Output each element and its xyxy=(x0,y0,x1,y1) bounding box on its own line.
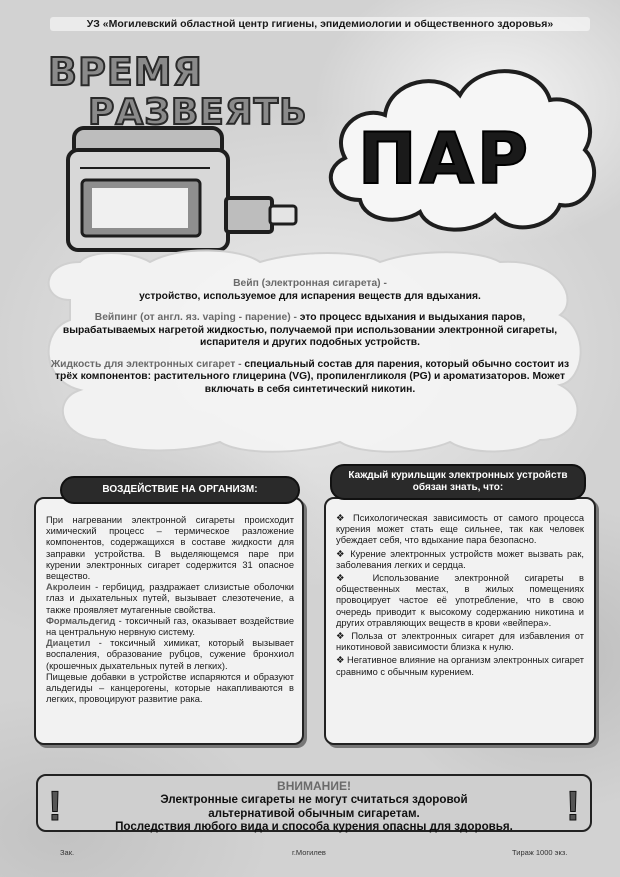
effects-intro: При нагревании электронной сигареты происходит химический процесс – термическое разложение компонентов, содержащихся в составе жидкости для заправки устройства. В выделяющемся паре при курении электронных сигарет содержится 31 опасное вещество. xyxy=(46,515,294,582)
exclamation-icon: ! xyxy=(566,782,580,829)
warning-box xyxy=(36,774,592,832)
acrolein-text: - гербицид, раздражает слизистые оболочки глаз и дыхательных путей, вызывает слезотечение, а также проявляет мутагенные свойства. xyxy=(46,582,294,615)
diacetyl-text: - токсичный химикат, который вызывает воспаления, образование рубцов, сужение бронхиол (крошечных дыхательных путей в легких). xyxy=(46,638,294,671)
warning-title: ВНИМАНИЕ! xyxy=(277,779,351,793)
facts-header-line-2: обязан знать, что: xyxy=(412,482,504,493)
footer-city: г.Могилев xyxy=(292,848,326,857)
acrolein-term: Акролеин xyxy=(46,582,91,593)
vaping-definition: это процесс вдыхания и выдыхания паров, вырабатываемых нагретой жидкостью, получаемой при использовании электронной сигареты, испарителя и других подобных устройств. xyxy=(62,312,558,348)
effect-acrolein xyxy=(46,582,294,616)
facts-header xyxy=(330,464,586,500)
vape-term: Вейп (электронная сигарета) - xyxy=(233,278,387,289)
definition-vape xyxy=(48,278,572,303)
effect-additives: Пищевые добавки в устройстве испаряются и образуют альдегиды – канцерогены, которые накапливаются в легких, провоцируют развитие рака. xyxy=(46,671,294,705)
effect-formaldehyde xyxy=(46,616,294,638)
warning-line-3: Последствия любого вида и способа курения опасны для здоровья. xyxy=(115,820,513,833)
vape-device-icon xyxy=(68,128,296,250)
formaldehyde-term: Формальдегид xyxy=(46,615,116,626)
footer-order: Зак. xyxy=(60,848,75,857)
effect-diacetyl xyxy=(46,638,294,672)
definition-liquid xyxy=(48,359,572,397)
title-line-1: ВРЕМЯ xyxy=(48,50,203,94)
fact-item: ❖ Польза от электронных сигарет для избавления от никотиновой зависимости близка к нулю. xyxy=(336,631,584,653)
facts-header-line-1: Каждый курильщик электронных устройств xyxy=(348,470,568,481)
footer-print-run: Тираж 1000 экз. xyxy=(512,848,568,857)
warning-line-1: Электронные сигареты не могут считаться здоровой xyxy=(160,793,468,806)
title-line-3: ПАР xyxy=(358,118,532,200)
health-effects-panel xyxy=(34,497,304,745)
fact-item: ❖ Использование электронной сигареты в общественных местах, в жилых помещениях провоцирует частое её употребление, что в свою очередь приводит к высокому содержанию никотина и других отравляющих веществ в крови «вейпера». xyxy=(336,573,584,628)
health-effects-header: ВОЗДЕЙСТВИЕ НА ОРГАНИЗМ: xyxy=(60,476,300,504)
warning-line-2: альтернативой обычным сигаретам. xyxy=(208,806,420,820)
liquid-definition: специальный состав для парения, который обычно состоит из трёх компонентов: растительного глицерина (VG), пропиленгликоля (PG) и ароматизаторов. Может включать в себя синтетический никотин. xyxy=(54,358,570,395)
vape-definition: устройство, используемое для испарения веществ для вдыхания. xyxy=(139,290,481,302)
exclamation-icon: ! xyxy=(48,782,62,829)
facts-panel xyxy=(324,497,596,745)
title-line-2: РАЗВЕЯТЬ xyxy=(88,92,308,133)
definitions xyxy=(48,278,572,405)
vaping-term: Вейпинг (от англ. яз. vaping - парение) - xyxy=(94,312,297,323)
fact-item: ❖ Негативное влияние на организм электронных сигарет сравнимо с обычным курением. xyxy=(336,655,584,677)
definition-vaping xyxy=(48,312,572,350)
fact-item: ❖ Курение электронных устройств может вызвать рак, заболевания легких и сердца. xyxy=(336,548,584,570)
liquid-term: Жидкость для электронных сигарет - xyxy=(50,358,242,370)
fact-item: ❖ Психологическая зависимость от самого процесса курения может стать еще сильнее, так как человек убеждает себя, что вдыхание пара безопасно. xyxy=(336,513,584,546)
formaldehyde-text: - токсичный газ, оказывает воздействие на центральную нервную систему. xyxy=(46,615,294,638)
diacetyl-term: Диацетил xyxy=(46,638,91,649)
organization-header: УЗ «Могилевский областной центр гигиены, эпидемиологии и общественного здоровья» xyxy=(50,17,590,31)
